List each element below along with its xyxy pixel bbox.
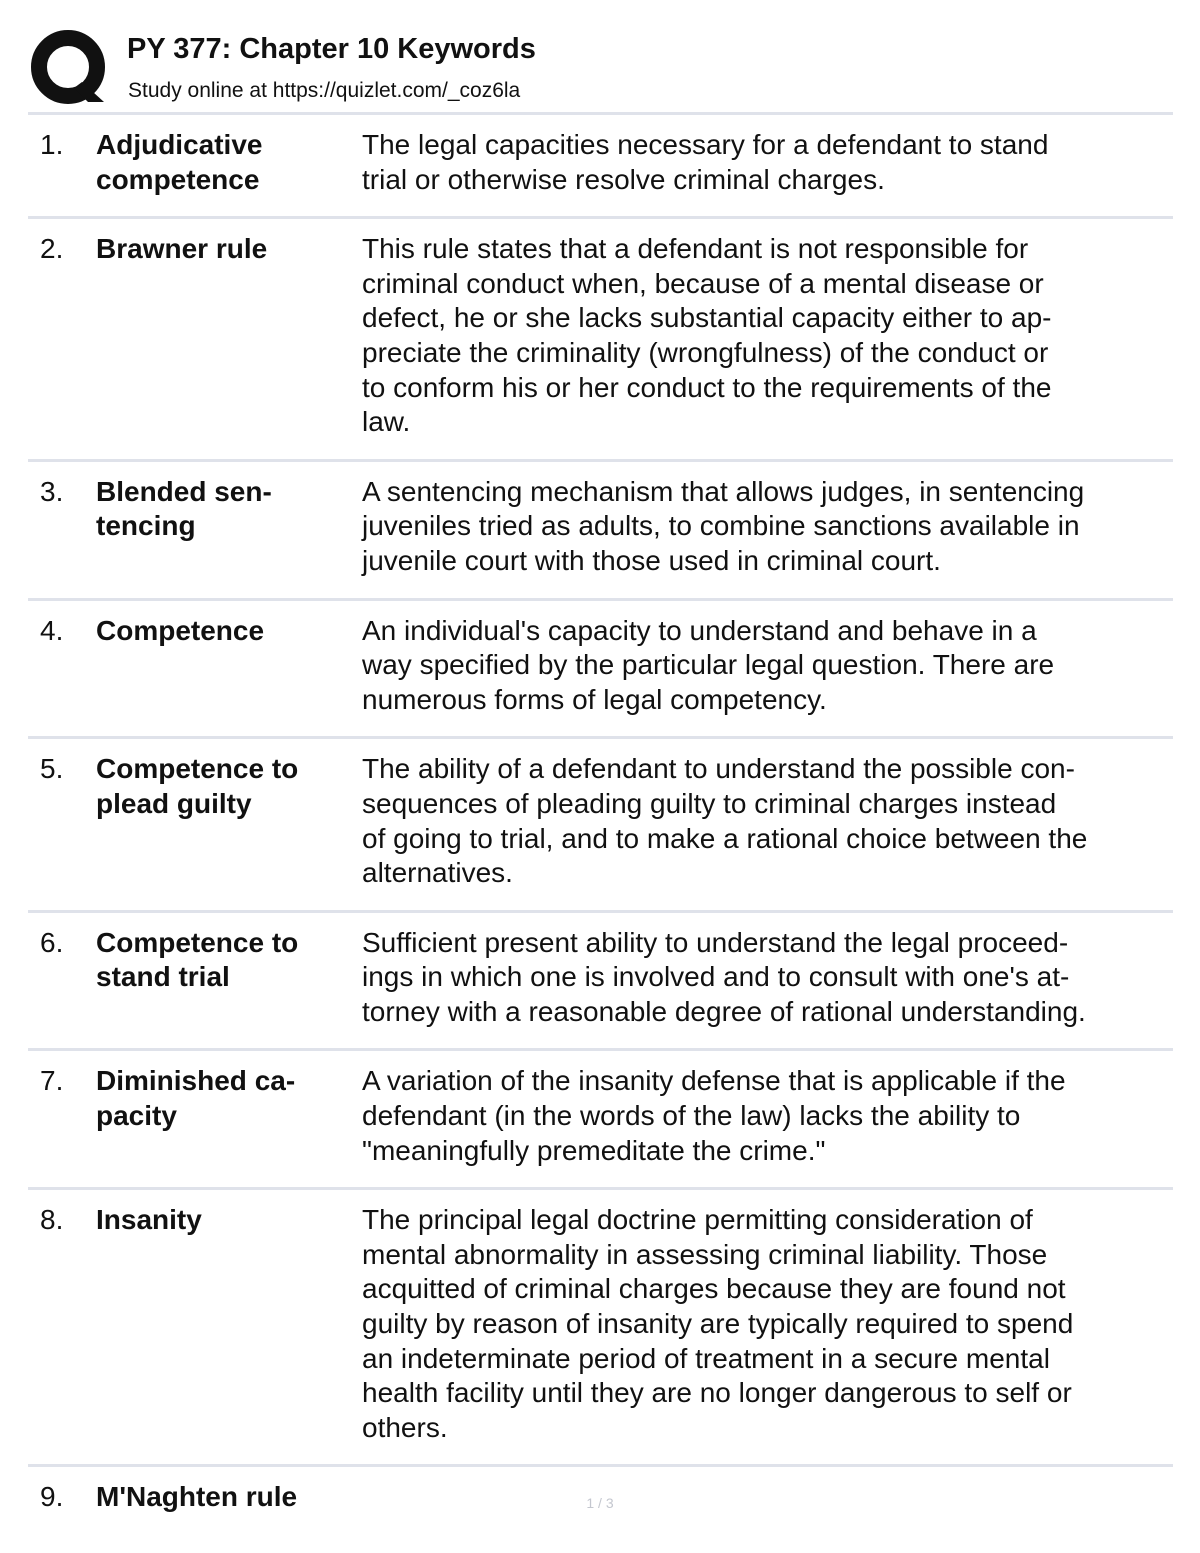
term-name: M'Naghten rule (96, 1481, 298, 1513)
term-number: 4. (40, 614, 64, 646)
term-definition: The principal legal doctrine permitting consideration of mental abnormality in assessing criminal liability. Those acquitted of criminal charges because they are found not guilty by reason of insanity are typically required to spend an indeterminate period of treatment in a secure mental health facility until they are no longer dangerous to self or others. (362, 1204, 1074, 1443)
term-row (28, 1190, 1173, 1467)
document-title: PY 377: Chapter 10 Keywords (127, 33, 536, 65)
term-number: 1. (40, 129, 64, 160)
term-number: 8. (40, 1204, 64, 1236)
term-definition: Sufficient present ability to understand the legal proceed- ings in which one is involved and to consult with one's at- torney with a reasonable degree of rational understanding. (362, 926, 1086, 1027)
term-row (28, 913, 1173, 1052)
term-row (28, 601, 1173, 740)
quizlet-q-logo-icon (30, 30, 108, 108)
term-name: Adjudicative competence (96, 129, 263, 195)
term-number: 7. (40, 1065, 64, 1097)
term-name: Brawner rule (96, 233, 268, 265)
terms-list (28, 112, 1173, 1534)
term-row (28, 115, 1173, 219)
term-definition: The ability of a defendant to understand the possible con- sequences of pleading guilty to criminal charges instead of going to trial, and to make a rational choice between the alternatives. (362, 753, 1088, 889)
term-definition: A sentencing mechanism that allows judges, in sentencing juveniles tried as adults, to combine sanctions available in juvenile court with those used in criminal court. (362, 475, 1085, 576)
term-row (28, 219, 1173, 462)
term-definition: This rule states that a defendant is not responsible for criminal conduct when, because of a mental disease or defect, he or she lacks substantial capacity either to ap- preciate the criminality (wrongfulness) of the conduct or to conform his or her conduct to the requirements of the law. (362, 233, 1052, 438)
term-name: Diminished ca- pacity (96, 1065, 296, 1132)
term-number: 9. (40, 1481, 64, 1513)
term-name: Competence (96, 614, 265, 646)
term-name: Competence to stand trial (96, 926, 299, 993)
term-number: 3. (40, 475, 64, 507)
term-name: Blended sen- tencing (96, 475, 272, 542)
term-name: Insanity (96, 1204, 202, 1236)
term-row (28, 739, 1173, 912)
term-definition: A variation of the insanity defense that is applicable if the defendant (in the words of the law) lacks the ability to "meaningfully premeditate the crime." (362, 1065, 1066, 1166)
term-row (28, 462, 1173, 601)
term-number: 6. (40, 926, 64, 958)
term-row (28, 1051, 1173, 1190)
term-definition: An individual's capacity to understand and behave in a way specified by the particular legal question. There are numerous forms of legal competency. (362, 614, 1055, 715)
term-definition: The legal capacities necessary for a defendant to stand trial or otherwise resolve criminal charges. (362, 129, 1049, 195)
term-number: 2. (40, 233, 64, 265)
page-indicator: 1 / 3 (586, 1495, 614, 1511)
study-online-link[interactable]: Study online at https://quizlet.com/_coz6la (128, 79, 521, 102)
term-name: Competence to plead guilty (96, 753, 299, 819)
term-number: 5. (40, 753, 64, 785)
